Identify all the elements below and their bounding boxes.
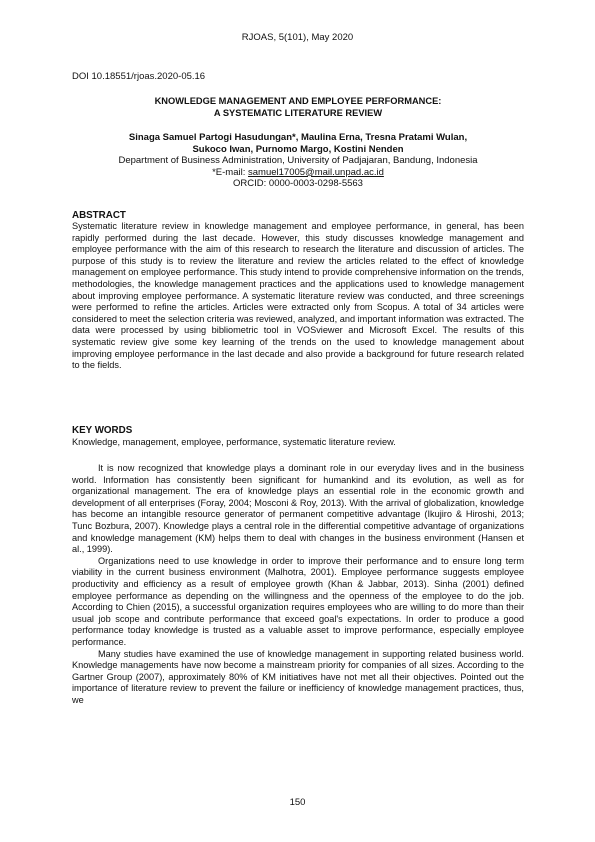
body-paragraph-1: It is now recognized that knowledge plays a dominant role in our everyday lives and in the business world. Information has consistently been significant for humankind and its evolution, as well as for organizational management. The era of knowledge plays an essential role in the economic growth and development of all enterprises (Foray, 2004; Mosconi & Roy, 2013). With the arrival of globalization, knowledge has become an intangible resource generator of permanent competitive advantage (Ikujiro & Hiroshi, 2013; Tunc Bozbura, 2007). Knowledge plays a central role in the differential competitive advantage of organizations and knowledge management (KM) helps them to deal with changes in the business environment (Hansen et al., 1999).: [72, 463, 524, 555]
email-link[interactable]: samuel17005@mail.unpad.ac.id: [248, 166, 384, 178]
affiliation: Department of Business Administration, University of Padjajaran, Bandung, Indonesia: [118, 155, 478, 167]
body-paragraph-2: Organizations need to use knowledge in order to improve their performance and to ensure long term viability in the current business environment (Malhotra, 2001). Employee performance suggests employee productivity and efficiency as a result of employee growth (Khan & Jabbar, 2013). Sinha (2001) defined employee performance as depending on the willingness and the openness of the employee to do the job. According to Chien (2015), a successful organization requires employees who are willing to do more than their usual job scope and contribute performance that exceed goal's expectations. In order to produce a good performance today knowledge is trusted as a valuable asset to improve performance, especially employee performance.: [72, 555, 524, 647]
title-line-2: A SYSTEMATIC LITERATURE REVIEW: [213, 107, 383, 118]
keywords-heading: KEY WORDS: [72, 425, 133, 436]
keywords-text: Knowledge, management, employee, performance, systematic literature review.: [72, 437, 396, 447]
email-line: [72, 167, 524, 179]
author-names-line-2: Sukoco Iwan, Purnomo Margo, Kostini Nenden: [192, 143, 404, 155]
body-text: [72, 463, 524, 706]
doi: DOI 10.18551/rjoas.2020-05.16: [72, 71, 206, 82]
email-label: *E-mail:: [212, 166, 249, 178]
paper-title: [72, 96, 524, 119]
abstract-text: Systematic literature review in knowledge management and employee performance, in general, has been rapidly performed during the last decade. However, this study discusses knowledge management and employee performance with the aim of this research to research the literature and discussion of articles. The purpose of this study is to review the literature and review the articles related to the effect of knowledge management on employee performance. This study intend to provide comprehensive information on the trends, methodologies, the knowledge management practices and the applications used to knowledge management about improving employee performance. A systematic literature review was conducted, and three screenings were performed to refine the articles. Articles were extracted only from Scopus. A total of 34 articles were considered to meet the selection criteria was reviewed, analyzed, and important information was extracted. The data were processed by using bibliometric tool in VOSviewer and Microsoft Excel. The results of this systematic review give some key learning of the trends on the used to knowledge management about improving employee performance in the last decade and also provide a background for future research related to the fields.: [72, 221, 524, 371]
body-paragraph-3: Many studies have examined the use of knowledge management in supporting related business world. Knowledge managements have now become a mainstream priority for companies of all sizes. According to the Gartner Group (2007), approximately 80% of KM initiatives have not met all their objectives. Pointed out the importance of literature review to prevent the failure or inefficiency of knowledge management practices, thus, we: [72, 648, 524, 705]
author-block: [72, 132, 524, 190]
title-line-1: KNOWLEDGE MANAGEMENT AND EMPLOYEE PERFORMANCE:: [154, 96, 442, 106]
page-number: 150: [289, 797, 306, 808]
running-header: RJOAS, 5(101), May 2020: [241, 32, 354, 43]
orcid: ORCID: 0000-0003-0298-5563: [233, 178, 363, 190]
abstract-heading: ABSTRACT: [72, 210, 126, 221]
author-names-line-1: Sinaga Samuel Partogi Hasudungan*, Maulina Erna, Tresna Pratami Wulan,: [128, 132, 468, 143]
